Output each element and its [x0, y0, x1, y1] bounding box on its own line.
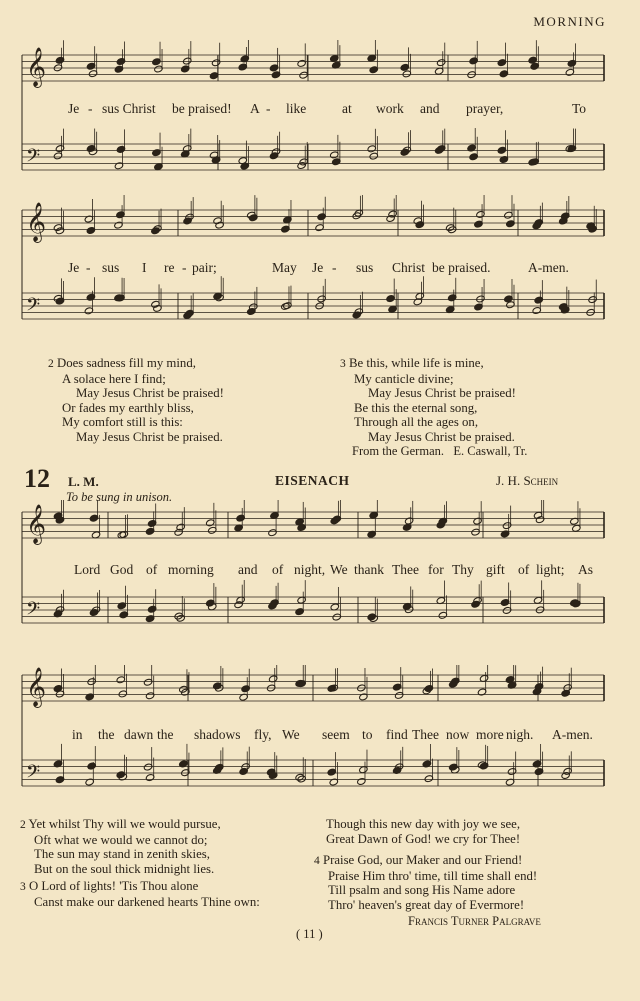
- syllable: morning: [168, 562, 214, 577]
- syllable: the: [157, 727, 174, 742]
- syllable: in: [72, 727, 83, 742]
- syllable: -: [332, 260, 337, 275]
- syllable: thank: [354, 562, 384, 577]
- syllable: more: [476, 727, 504, 742]
- stanza-line: My comfort still is this:: [62, 415, 183, 430]
- syllable: re: [164, 260, 175, 275]
- treble-clef: 𝄞: [26, 202, 47, 242]
- stanza-number: 3: [340, 358, 346, 370]
- treble-clef: 𝄞: [26, 47, 47, 87]
- lyrics-b-line1: [20, 562, 620, 580]
- syllable: Thy: [452, 562, 474, 577]
- syllable: and: [238, 562, 258, 577]
- syllable: A: [250, 101, 260, 116]
- syllable: A-men.: [528, 260, 569, 275]
- syllable: of: [146, 562, 158, 577]
- syllable: Je: [68, 260, 80, 275]
- syllable: -: [266, 101, 271, 116]
- stanza-line: Yet whilst Thy will we would pursue,: [28, 817, 221, 831]
- stanza-line: But on the soul thick midnight lies.: [34, 861, 215, 876]
- syllable: Lord: [74, 562, 101, 577]
- stanza-b3: [20, 879, 260, 909]
- stanza-line: Praise God, our Maker and our Friend!: [322, 853, 523, 867]
- syllable: the: [98, 727, 115, 742]
- stanza-line: Does sadness fill my mind,: [56, 356, 196, 370]
- stanza-line: My canticle divine;: [354, 371, 454, 386]
- syllable: prayer,: [466, 101, 504, 116]
- treble-clef: 𝄞: [26, 667, 47, 707]
- syllable: and: [420, 101, 440, 116]
- syllable: of: [272, 562, 284, 577]
- syllable: nigh.: [506, 727, 534, 742]
- page-header: MORNING: [533, 14, 606, 29]
- syllable: I: [142, 260, 147, 275]
- composer: J. H. Schein: [496, 473, 559, 488]
- bass-clef: 𝄢: [26, 762, 41, 787]
- stanza-number: 3: [20, 881, 26, 893]
- syllable: God: [110, 562, 134, 577]
- stanza-line: May Jesus Christ be praised.: [76, 429, 223, 444]
- stanza-a3: [340, 356, 516, 445]
- bass-clef: 𝄢: [26, 146, 41, 171]
- stanza-line: Great Dawn of God! we cry for Thee!: [326, 831, 521, 846]
- syllable: fly,: [254, 727, 272, 742]
- bass-clef: 𝄢: [26, 295, 41, 320]
- music-system-b1: [18, 500, 618, 665]
- author: Francis Turner Palgrave: [408, 914, 541, 928]
- syllable: for: [428, 562, 444, 577]
- syllable: pair;: [192, 260, 217, 275]
- syllable: Je: [68, 101, 80, 116]
- syllable: now: [446, 727, 470, 742]
- hymn-meter: L. M.: [68, 474, 99, 489]
- syllable: of: [518, 562, 530, 577]
- stanza-number: 2: [48, 358, 54, 370]
- stanza-line: Or fades my earthly bliss,: [62, 400, 194, 415]
- stanza-line: May Jesus Christ be praised!: [76, 386, 224, 401]
- syllable: A-men.: [552, 727, 593, 742]
- syllable: light;: [536, 562, 565, 577]
- syllable: sus: [356, 260, 374, 275]
- syllable: We: [330, 562, 348, 577]
- syllable: -: [86, 260, 91, 275]
- stanza-line: Canst make our darkened hearts Thine own:: [34, 894, 260, 909]
- stanza-line: May Jesus Christ be praised!: [368, 386, 516, 401]
- syllable: As: [578, 562, 594, 577]
- syllable: Thee: [412, 727, 439, 742]
- stanza-line: A solace here I find;: [62, 371, 166, 386]
- syllable: seem: [322, 727, 350, 742]
- syllable: be praised.: [432, 260, 491, 275]
- lyrics-b-line2: [20, 727, 620, 745]
- stanza-line: Through all the ages on,: [354, 415, 479, 430]
- performance-direction: To be sung in unison.: [66, 490, 173, 504]
- syllable: sus Christ: [102, 101, 156, 116]
- syllable: Christ: [392, 260, 426, 275]
- lyrics-a-line1: [20, 101, 620, 119]
- hymn-number: 12: [24, 464, 50, 493]
- syllable: Je: [312, 260, 324, 275]
- syllable: We: [282, 727, 300, 742]
- page-number: ( 11 ): [296, 927, 323, 941]
- syllable: shadows: [194, 727, 241, 742]
- stanza-line: Praise Him thro' time, till time shall end!: [328, 868, 538, 883]
- tune-name: EISENACH: [275, 473, 350, 488]
- stanza-b2: [20, 817, 221, 876]
- stanza-line: Be this, while life is mine,: [348, 356, 484, 370]
- syllable: night,: [294, 562, 326, 577]
- lyrics-a-line2: [20, 260, 620, 278]
- syllable: at: [342, 101, 352, 116]
- stanza-line: May Jesus Christ be praised.: [368, 429, 515, 444]
- syllable: Thee: [392, 562, 419, 577]
- stanza-line: Though this new day with joy we see,: [326, 817, 521, 831]
- syllable: -: [88, 101, 93, 116]
- stanza-number: 2: [20, 819, 26, 831]
- syllable: dawn: [124, 727, 154, 742]
- treble-clef: 𝄞: [26, 504, 47, 544]
- syllable: -: [182, 260, 187, 275]
- stanza-line: Thro' heaven's great day of Evermore!: [328, 897, 525, 912]
- syllable: May: [272, 260, 297, 275]
- syllable: To: [572, 101, 587, 116]
- stanza-line: Till psalm and song His Name adore: [328, 883, 516, 898]
- syllable: find: [386, 727, 408, 742]
- syllable: to: [362, 727, 373, 742]
- syllable: like: [286, 101, 307, 116]
- syllable: work: [376, 101, 404, 116]
- syllable: be praised!: [172, 101, 232, 116]
- stanza-line: Oft what we would we cannot do;: [34, 832, 208, 847]
- stanza-line: Be this the eternal song,: [354, 400, 478, 415]
- stanza-b3-continued: [326, 817, 520, 846]
- stanza-a2: [48, 356, 224, 445]
- syllable: gift: [486, 562, 505, 577]
- stanza-b4: [314, 853, 537, 912]
- attribution: From the German. E. Caswall, Tr.: [352, 444, 528, 458]
- stanza-number: 4: [314, 855, 320, 867]
- syllable: sus: [102, 260, 120, 275]
- bass-clef: 𝄢: [26, 599, 41, 624]
- stanza-line: O Lord of lights! 'Tis Thou alone: [28, 879, 199, 893]
- stanza-line: The sun may stand in zenith skies,: [34, 847, 210, 862]
